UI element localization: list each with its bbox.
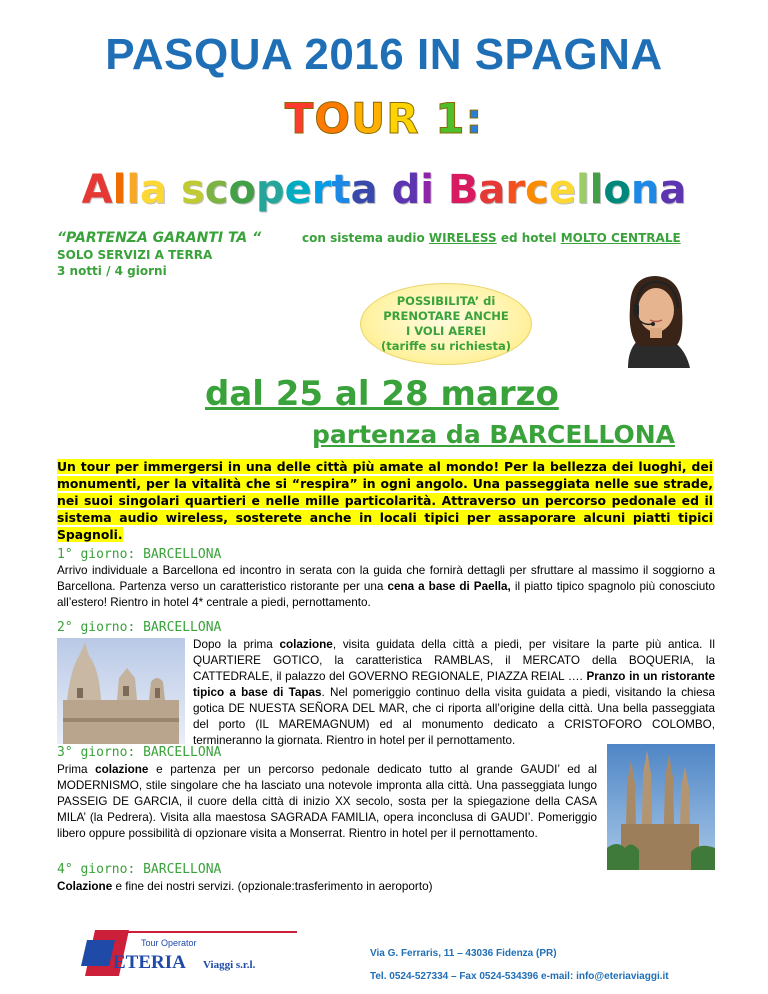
day-2-text-c: . Nel pomeriggio continuo della visita guidata a piedi, visitando la chiesa gotica DE NUESTA SEÑORA DEL MAR, che ci riporta all’origine della città. Una bella passeggiata del porto (IL MAREMAGNUM) ed al monumento dedicato a CRISTOFORO COLOMBO, termineranno la giornata. Rientro in hotel per il pernottamento. [193,686,715,747]
audio-prefix: con sistema audio [302,231,429,245]
tour-title-letter: T [284,94,315,143]
day-4-text-b: e fine dei nostri servizi. (opzionale:trasferimento in aeroporto) [112,880,433,893]
tour-dates: dal 25 al 28 marzo [205,374,559,414]
tour-subtitle-letter [167,170,181,210]
tour-subtitle-letter: r [311,167,332,213]
tour-subtitle-letter: i [420,167,434,213]
duration-text: 3 notti / 4 giorni [57,264,167,278]
day-3-bold-a: colazione [95,763,149,776]
tour-subtitle-letter: a [350,167,378,213]
day-1-heading: 1° giorno: BARCELLONA [57,547,222,562]
tour-title-letter: U [351,94,387,143]
tour-subtitle-letter: l [126,167,141,213]
day-3-heading: 3° giorno: BARCELLONA [57,745,222,760]
day-1-text-b: il piatto tipico spagnolo più conosciuto all’estero! Rientro in hotel 4* centrale a piedi, pernottamento. [57,580,715,609]
company-address: Via G. Ferraris, 11 – 43036 Fidenza (PR) [370,948,557,959]
day-2-heading: 2° giorno: BARCELLONA [57,620,222,635]
logo-tour-operator: Tour Operator [141,938,197,948]
tour-subtitle-letter: a [478,167,506,213]
wireless-text: WIRELESS [428,231,497,245]
tour-subtitle-letter: o [228,167,256,213]
tour-subtitle-letter: a [140,167,168,213]
tour-subtitle-letter: l [589,167,604,213]
day-3-text-b: e partenza per un percorso pedonale dedicato tutto al grande GAUDI’ ed al MODERNISMO, stile singolare che ha lasciato una notevole impronta alla città. Una passeggiata lungo PASSEIG DE GARCIA, il cuore della città di inizio XX secolo, sosta per la spiegazione della CASA MILA’ (la Pedrera). Visita alla maestosa SAGRADA FAMILIA, opera inconclusa di GAUDI’. Pomeriggio libero oppure possibilità di opzionare visita a Monserrat. Rientro in hotel per il pernottamento. [57,763,597,840]
tour-subtitle-letter: d [391,167,421,213]
tour-subtitle-letter: l [112,167,127,213]
tour-title-letter: : [465,94,484,143]
page-title: PASQUA 2016 IN SPAGNA [105,30,663,79]
tour-subtitle-letter: o [603,167,631,213]
balloon-line: I VOLI AEREI [405,324,487,338]
tour-title-letter: R [386,94,420,143]
sagrada-familia-photo [607,744,715,870]
partenza-garantita-label: “PARTENZA GARANTI TA “ [57,230,262,246]
day-4-heading: 4° giorno: BARCELLONA [57,862,222,877]
departure-city: partenza da BARCELLONA [312,420,675,449]
solo-servizi-text: SOLO SERVIZI A TERRA [57,248,213,262]
tour-subtitle-letter: l [575,167,590,213]
audio-hotel-line [302,231,681,245]
balloon-line: (tariffe su richiesta) [381,339,511,353]
tour-subtitle-letter: c [204,167,229,213]
tour-subtitle-letter: s [180,167,205,213]
day-2-text [193,637,715,749]
operator-headset-photo [598,268,708,368]
day-1-text [57,563,715,611]
tour-subtitle-letter: t [331,167,351,213]
tour-title-letter: 1 [435,94,466,143]
tour-subtitle-letter: p [255,167,285,213]
company-contacts: Tel. 0524-527334 – Fax 0524-534396 e-mail: info@eteriaviaggi.it [370,971,669,982]
tour-subtitle-letter: a [659,167,687,213]
tour-subtitle [0,167,768,213]
day-3-text-a: Prima [57,763,96,776]
intro-paragraph [57,458,713,543]
gothic-quarter-photo [57,638,185,744]
day-4-bold-a: Colazione [57,880,113,893]
tour-subtitle-letter [378,170,392,210]
audio-middle: ed hotel [496,231,561,245]
central-text: MOLTO CENTRALE [560,231,681,245]
tour-subtitle-letter: e [284,167,312,213]
tour-title [0,94,768,143]
day-2-text-b: , visita guidata della città a piedi, per visitare la parte più antica. Il QUARTIERE GOTICO, la caratteristica RAMBLAS, il MERCATO della BOQUERIA, la CATTEDRALE, il palazzo del GOVERNO REGIONALE, PIAZZA REIAL …. [193,638,715,683]
logo-name: ETERIA [113,952,186,973]
day-2-bold-b: Pranzo in un ristorante tipico a base di Tapas [193,670,716,699]
logo-suffix: Viaggi s.r.l. [203,959,256,971]
tour-subtitle-letter: A [81,167,113,213]
tour-subtitle-letter [434,170,448,210]
tour-subtitle-letter: c [525,167,549,213]
tour-subtitle-letter: r [505,167,526,213]
balloon-line: PRENOTARE ANCHE [383,309,509,323]
tour-subtitle-letter: B [447,167,479,213]
balloon-line: POSSIBILITA’ di [396,294,496,308]
day-4-text [57,879,697,895]
intro-text: Un tour per immergersi in una delle città più amate al mondo! Per la bellezza dei luoghi, dei monumenti, per la vitalità che si “respira” in ogni angolo. Una passeggiata nelle sue strade, nei suoi singolari quartieri e nelle mille particolarità. Attraverso un percorso pedonale ed il sistema audio wireless, sosterete anche in locali tipici per assaporare alcuni piatti tipici Spagnoli. [57,459,713,542]
tour-subtitle-letter: e [548,167,576,213]
eteria-logo [57,928,297,978]
day-2-bold-a: colazione [279,638,333,651]
day-1-bold-a: cena a base di Paella, [387,580,511,593]
tour-subtitle-letter: n [630,167,660,213]
tour-title-letter: O [314,94,352,143]
flights-balloon [360,283,532,365]
tour-title-letter [420,98,436,140]
day-1-text-a: Arrivo individuale a Barcellona ed incontro in serata con la guida che fornirà dettagli per sfruttare al massimo il soggiorno a Barcellona. Partenza verso un caratteristico ristorante per una [57,564,715,593]
day-2-text-a: Dopo la prima [193,638,280,651]
day-3-text [57,762,597,842]
